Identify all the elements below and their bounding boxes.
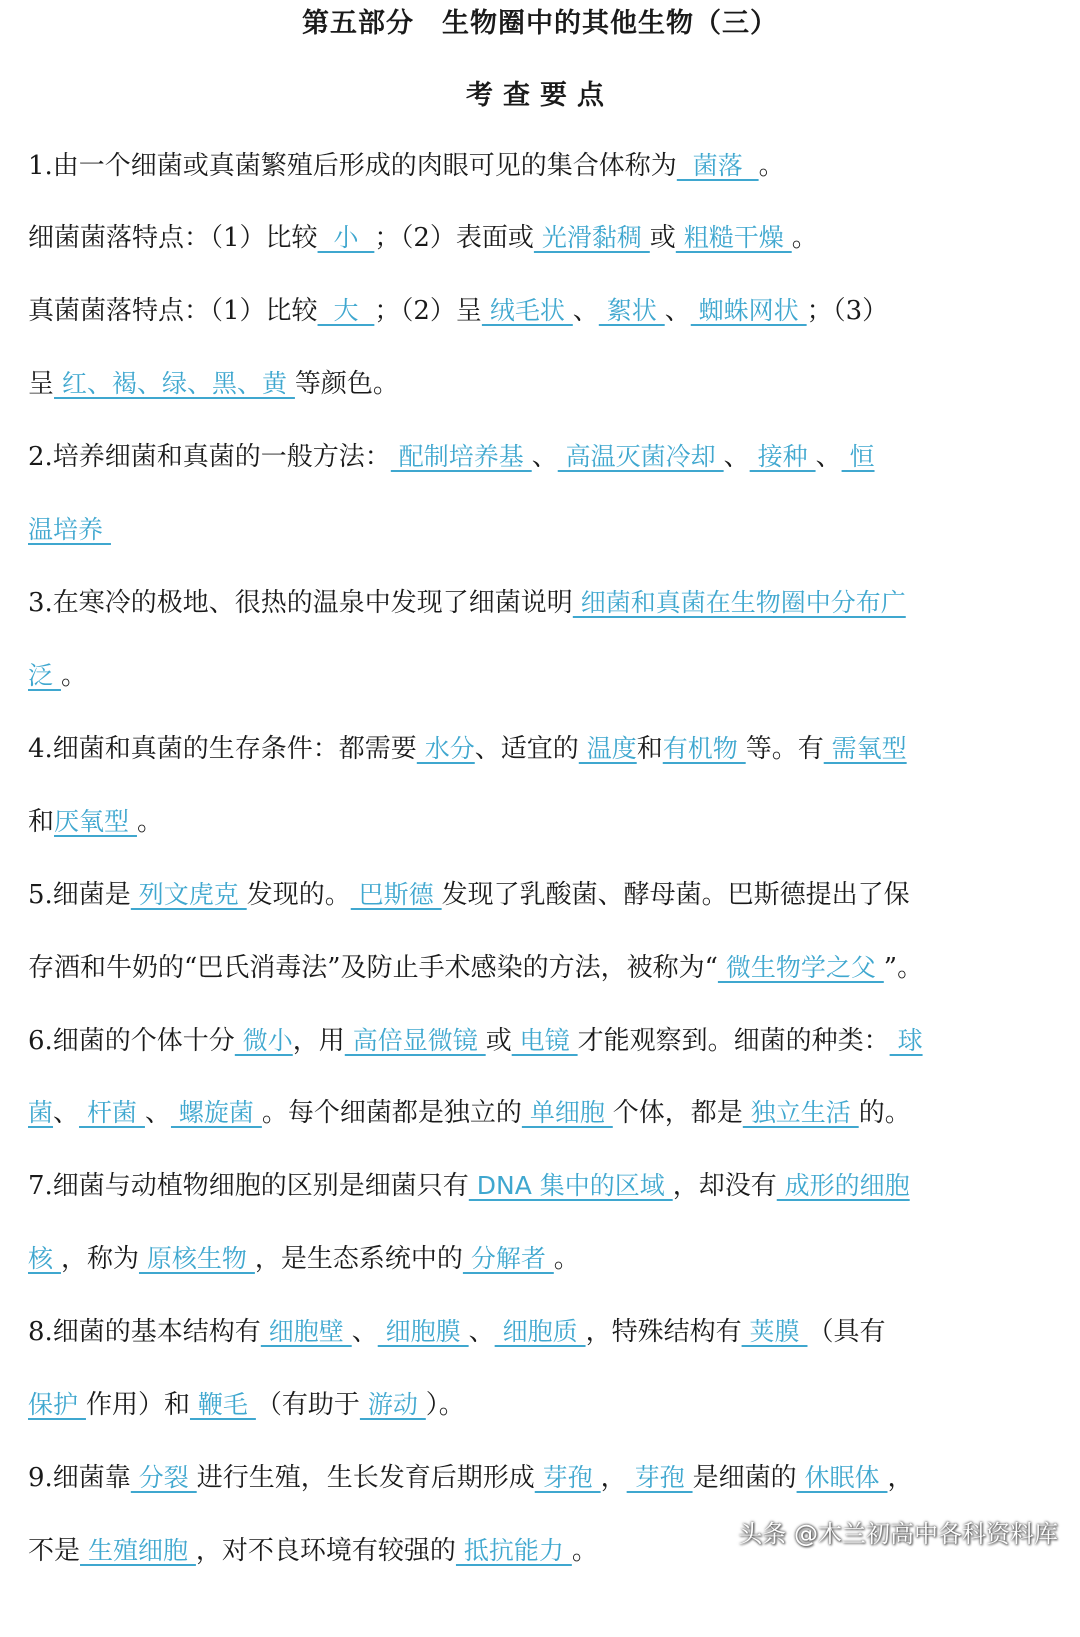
answer-blank: 成形的细胞 [776,1171,910,1200]
answer-blank: 原核生物 [138,1244,255,1273]
text-line [28,1166,1058,1206]
text-segment: 5.细菌是 [28,880,131,910]
text-line [28,802,1058,842]
text-segment: 进行生殖，生长发育后期形成 [196,1463,535,1493]
text-segment: （具有 [807,1317,886,1347]
text-segment: ；（2）表面或 [374,223,534,253]
answer-blank: 微小 [234,1026,293,1055]
answer-blank: DNA 集中的区域 [468,1171,673,1200]
text-line [28,146,1058,186]
answer-blank: 抵抗能力 [455,1536,572,1565]
text-segment: 、 [468,1317,495,1347]
answer-blank: 细胞壁 [260,1317,352,1346]
answer-blank: 絮状 [598,296,665,325]
text-line [28,656,1058,696]
text-segment: 8.细菌的基本结构有 [28,1317,261,1347]
text-segment: 等。有 [745,734,824,764]
text-line [28,729,1058,769]
answer-blank: 芽孢 [534,1463,601,1492]
text-line [28,291,1058,331]
text-line [28,1239,1058,1279]
text-segment: 和 [636,734,663,764]
text-segment: 。 [571,1536,598,1566]
text-segment: 才能观察到。细菌的种类： [577,1026,890,1056]
answer-blank: 需氧型 [823,734,907,763]
text-segment: 、 [723,442,750,472]
text-segment: 、 [815,442,842,472]
watermark: 头条 @木兰初高中各科资料库 [738,1520,1058,1548]
text-line [28,1385,1058,1425]
answer-blank: 绒毛状 [481,296,573,325]
answer-blank: 高温灭菌冷却 [557,442,724,471]
answer-blank: 厌氧型 [54,807,137,836]
answer-blank: 螺旋菌 [170,1098,262,1127]
answer-blank: 水分 [416,734,475,763]
text-segment: 9.细菌靠 [28,1463,131,1493]
text-segment: 是细菌的 [692,1463,797,1493]
answer-blank: 电镜 [511,1026,578,1055]
answer-blank: 有机物 [662,734,746,763]
answer-blank: 粗糙干燥 [675,223,792,252]
text-segment: 、 [572,296,599,326]
text-segment: ）。 [425,1390,465,1420]
text-segment: ；（2）呈 [374,296,482,326]
text-line [28,583,1058,623]
text-segment: 、 [531,442,558,472]
answer-blank: 光滑黏稠 [533,223,650,252]
answer-blank: 大 [317,296,375,325]
text-segment: 。 [60,661,87,691]
answer-blank: 列文虎克 [130,880,247,909]
answer-blank: 游动 [359,1390,426,1419]
text-segment: 、 [53,1098,80,1128]
text-line [28,1458,1058,1498]
text-segment: ，称为 [60,1244,139,1274]
text-segment: 、 [144,1098,171,1128]
answer-blank: 温培养 [28,515,111,544]
text-segment: ；（3） [806,296,889,326]
answer-blank: 恒 [841,442,875,471]
answer-blank: 分解者 [462,1244,554,1273]
text-segment: 不是 [28,1536,81,1566]
text-segment: 、适宜的 [474,734,579,764]
answer-blank: 巴斯德 [350,880,442,909]
text-segment: 2.培养细菌和真菌的一般方法： [28,442,391,472]
text-line [28,948,1058,988]
answer-blank: 温度 [578,734,637,763]
answer-blank: 泛 [28,661,61,690]
answer-blank: 高倍显微镜 [344,1026,486,1055]
text-line [28,437,1058,477]
text-segment: 存酒和牛奶的“巴氏消毒法”及防止手术感染的方法，被称为“ [28,953,718,983]
text-line [28,875,1058,915]
answer-blank: 独立生活 [742,1098,859,1127]
text-segment: 发现了乳酸菌、酵母菌。巴斯德提出了保 [441,880,910,910]
text-segment: ， [887,1463,914,1493]
text-segment: 7.细菌与动植物细胞的区别是细菌只有 [28,1171,469,1201]
text-segment: 6.细菌的个体十分 [28,1026,235,1056]
answer-blank: 休眠体 [796,1463,888,1492]
answer-blank: 生殖细胞 [80,1536,196,1565]
answer-blank: 配制培养基 [390,442,532,471]
text-segment: 1.由一个细菌或真菌繁殖后形成的肉眼可见的集合体称为 [28,151,677,181]
text-segment: 3.在寒冷的极地、很热的温泉中发现了细菌说明 [28,588,573,618]
page-title: 第五部分 生物圈中的其他生物（三） [302,8,778,39]
answer-blank: 核 [28,1244,61,1273]
text-segment: 真菌菌落特点：（1）比较 [28,296,318,326]
text-line [28,364,1058,404]
text-segment: ，却没有 [672,1171,777,1201]
text-segment: ，用 [292,1026,345,1056]
text-segment: ”。 [883,953,924,983]
answer-blank: 蜘蛛网状 [690,296,807,325]
text-segment: ， [600,1463,627,1493]
answer-blank: 细胞膜 [377,1317,469,1346]
answer-blank: 菌落 [676,151,759,180]
answer-blank: 接种 [749,442,816,471]
text-segment: （有助于 [255,1390,360,1420]
answer-blank: 菌 [28,1098,54,1127]
answer-blank: 细菌和真菌在生物圈中分布广 [572,588,906,617]
text-segment: 呈 [28,369,55,399]
text-segment: 和 [28,807,55,837]
answer-blank: 鞭毛 [189,1390,256,1419]
text-segment: 。每个细菌都是独立的 [261,1098,522,1128]
text-segment: 。 [791,223,818,253]
text-segment: ，特殊结构有 [585,1317,742,1347]
text-segment: 的。 [858,1098,911,1128]
section-subtitle: 考查要点 [466,80,614,111]
answer-blank: 杆菌 [79,1098,145,1127]
text-segment: 作用）和 [85,1390,190,1420]
text-segment: ，是生态系统中的 [254,1244,463,1274]
text-segment: 等颜色。 [294,369,399,399]
text-line [28,510,1058,550]
text-line [28,1021,1058,1061]
answer-blank: 荚膜 [741,1317,808,1346]
text-segment: 、 [351,1317,378,1347]
text-segment: 发现的。 [246,880,351,910]
text-segment: 、 [664,296,691,326]
answer-blank: 保护 [28,1390,86,1419]
answer-blank: 小 [317,223,375,252]
answer-blank: 红、褐、绿、黑、黄 [54,369,295,398]
text-segment: 4.细菌和真菌的生存条件：都需要 [28,734,417,764]
answer-blank: 芽孢 [626,1463,693,1492]
text-segment: 。 [758,151,785,181]
answer-blank: 球 [889,1026,923,1055]
answer-blank: 分裂 [130,1463,197,1492]
text-segment: ，对不良环境有较强的 [195,1536,456,1566]
answer-blank: 微生物学之父 [717,953,884,982]
text-line [28,1312,1058,1352]
text-segment: 细菌菌落特点：（1）比较 [28,223,318,253]
text-line [28,218,1058,258]
text-line [28,1093,1058,1133]
answer-blank: 细胞质 [494,1317,586,1346]
text-segment: 。 [136,807,163,837]
text-segment: 。 [553,1244,580,1274]
answer-blank: 单细胞 [521,1098,613,1127]
text-segment: 或 [485,1026,512,1056]
text-segment: 或 [649,223,676,253]
text-segment: 个体，都是 [612,1098,743,1128]
